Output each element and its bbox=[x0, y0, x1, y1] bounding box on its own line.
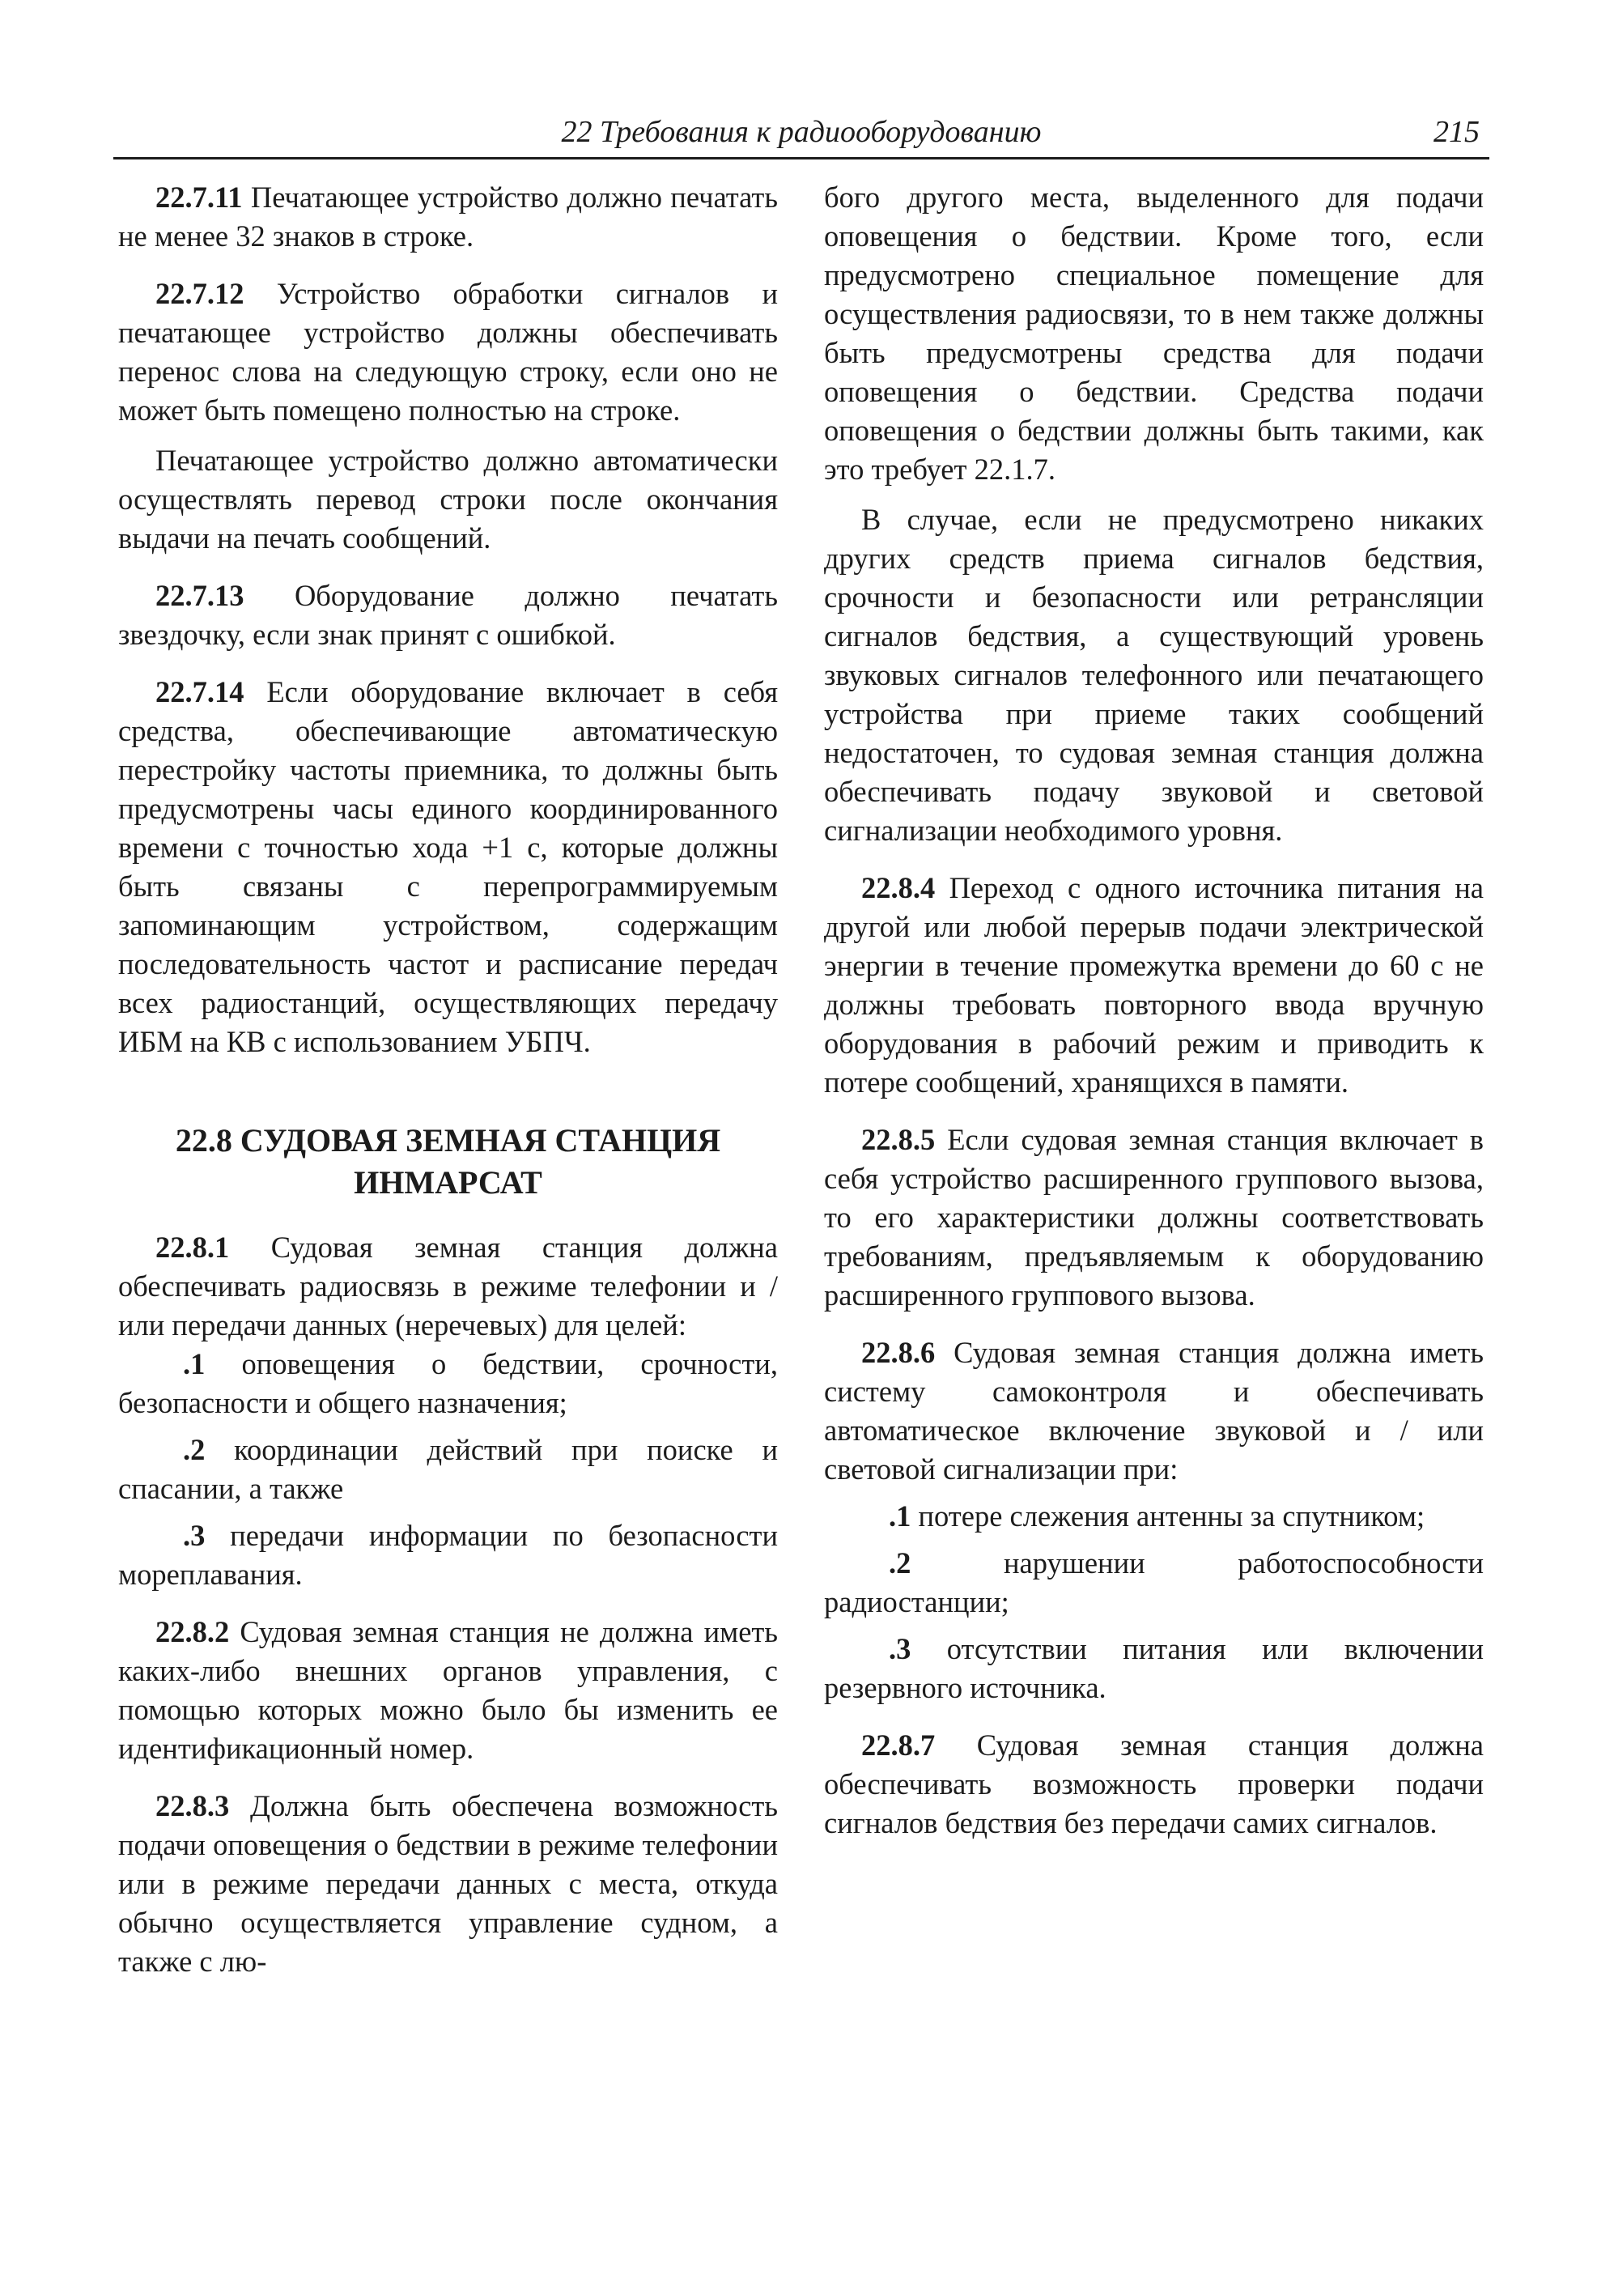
paragraph-text: Устройство обработки сигналов и печатающее устройство должны обеспечивать перенос слова на следующую строку, если оно не может быть помещено полностью на строке. bbox=[118, 277, 778, 427]
left-column bbox=[118, 178, 778, 1981]
right-column bbox=[824, 178, 1484, 1843]
paragraph-text: Судовая земная станция должна иметь систему самоконтроля и обеспечивать автоматическое включение звуковой и / или световой сигнализации при: bbox=[824, 1336, 1484, 1486]
list-item bbox=[118, 1516, 778, 1594]
paragraph-text: бого другого места, выделенного для подачи оповещения о бедствии. Кроме того, если предусмотрено специальное помещение для осуществления радиосвязи, то в нем также должны быть предусмотрены средства для подачи оповещения о бедствии. Средства подачи оповещения о бедствии должны быть такими, как это требует 22.1.7. bbox=[824, 181, 1484, 486]
paragraph-22-7-11 bbox=[118, 178, 778, 256]
section-heading-line: ИНМАРСАТ bbox=[354, 1164, 542, 1201]
page-header bbox=[113, 112, 1489, 159]
section-heading-22-8 bbox=[118, 1120, 778, 1204]
paragraph-22-7-14 bbox=[118, 673, 778, 1061]
paragraph-22-8-7 bbox=[824, 1726, 1484, 1843]
clause-number: 22.8.7 bbox=[861, 1728, 936, 1762]
clause-number: 22.8.2 bbox=[155, 1615, 230, 1648]
paragraph-22-8-1 bbox=[118, 1228, 778, 1345]
page-number: 215 bbox=[1433, 115, 1480, 149]
paragraph-22-8-6 bbox=[824, 1333, 1484, 1489]
list-item bbox=[824, 1544, 1484, 1622]
clause-number: 22.8.3 bbox=[155, 1789, 230, 1822]
paragraph-text: Если оборудование включает в себя средства, обеспечивающие автоматическую перестройку частоты приемника, то должны быть предусмотрены часы единого координированного времени с точностью хода +1 с, которые должны быть связаны с перепрограммируемым запоминающим устройством, содержащим последовательность частот и расписание передач всех радиостанций, осуществляющих передачу ИБМ на КВ с использованием УБПЧ. bbox=[118, 675, 778, 1058]
list-item bbox=[824, 1630, 1484, 1707]
clause-number: 22.8.5 bbox=[861, 1123, 936, 1156]
clause-number: 22.7.12 bbox=[155, 277, 244, 310]
paragraph-text: Судовая земная станция не должна иметь каких-либо внешних органов управления, с помощью которых можно было бы изменить ее идентификационный номер. bbox=[118, 1615, 778, 1765]
paragraph-text: Судовая земная станция должна обеспечивать радиосвязь в режиме телефонии и / или передачи данных (неречевых) для целей: bbox=[118, 1231, 778, 1341]
paragraph-text: Если судовая земная станция включает в себя устройство расширенного группового вызова, то его характеристики должны соответствовать требованиям, предъявляемым к оборудованию расширенного группового вызова. bbox=[824, 1123, 1484, 1312]
clause-number: 22.7.11 bbox=[155, 181, 243, 214]
list-item bbox=[118, 1431, 778, 1508]
list-item-number: .1 bbox=[183, 1347, 206, 1380]
list-item-text: координации действий при поиске и спасании, а также bbox=[118, 1433, 778, 1505]
paragraph-text: Печатающее устройство должно печатать не менее 32 знаков в строке. bbox=[118, 181, 778, 253]
paragraph-22-8-3-continued bbox=[824, 178, 1484, 489]
list-item-text: передачи информации по безопасности мореплавания. bbox=[118, 1519, 778, 1591]
paragraph-text: В случае, если не предусмотрено никаких других средств приема сигналов бедствия, срочности и безопасности или ретрансляции сигналов бедствия, а существующий уровень звуковых сигналов телефонного или печатающего устройства при приеме таких сообщений недостаточен, то судовая земная станция должна обеспечивать подачу звуковой и световой сигнализации необходимого уровня. bbox=[824, 503, 1484, 847]
list-item-text: нарушении работоспособности радиостанции; bbox=[824, 1546, 1484, 1618]
paragraph-22-8-2 bbox=[118, 1613, 778, 1768]
list-item-text: потере слежения антенны за спутником; bbox=[911, 1499, 1425, 1533]
paragraph-22-7-12 bbox=[118, 274, 778, 430]
list-item-number: .2 bbox=[889, 1546, 911, 1580]
paragraph-text: Переход с одного источника питания на другой или любой перерыв подачи электрической энергии в течение промежутка времени до 60 с не должны требовать повторного ввода вручную оборудования в рабочий режим и приводить к потере сообщений, хранящихся в памяти. bbox=[824, 871, 1484, 1099]
list-item bbox=[824, 1497, 1484, 1536]
list-item bbox=[118, 1345, 778, 1422]
paragraph-22-8-4 bbox=[824, 869, 1484, 1102]
paragraph-22-7-12-continued bbox=[118, 441, 778, 558]
list-item-number: .3 bbox=[889, 1632, 911, 1665]
list-item-text: оповещения о бедствии, срочности, безопасности и общего назначения; bbox=[118, 1347, 778, 1419]
paragraph-text: Судовая земная станция должна обеспечивать возможность проверки подачи сигналов бедствия без передачи самих сигналов. bbox=[824, 1728, 1484, 1839]
section-heading-line: 22.8 СУДОВАЯ ЗЕМНАЯ СТАНЦИЯ bbox=[175, 1122, 721, 1159]
paragraph-22-8-3-second bbox=[824, 500, 1484, 850]
paragraph-22-8-3 bbox=[118, 1787, 778, 1981]
clause-number: 22.8.4 bbox=[861, 871, 936, 904]
paragraph-22-8-5 bbox=[824, 1120, 1484, 1315]
paragraph-text: Печатающее устройство должно автоматически осуществлять перевод строки после окончания выдачи на печать сообщений. bbox=[118, 444, 778, 555]
list-item-number: .2 bbox=[183, 1433, 206, 1466]
running-header-title: 22 Требования к радиооборудованию bbox=[561, 115, 1042, 149]
paragraph-22-7-13 bbox=[118, 576, 778, 654]
clause-number: 22.7.13 bbox=[155, 579, 244, 612]
paragraph-text: Оборудование должно печатать звездочку, если знак принят с ошибкой. bbox=[118, 579, 778, 651]
clause-number: 22.8.1 bbox=[155, 1231, 230, 1264]
list-item-number: .1 bbox=[889, 1499, 911, 1533]
list-item-number: .3 bbox=[183, 1519, 206, 1552]
clause-number: 22.8.6 bbox=[861, 1336, 936, 1369]
paragraph-text: Должна быть обеспечена возможность подачи оповещения о бедствии в режиме телефонии или в режиме передачи данных с места, откуда обычно осуществляется управление судном, а также с лю- bbox=[118, 1789, 778, 1978]
list-item-text: отсутствии питания или включении резервного источника. bbox=[824, 1632, 1484, 1704]
clause-number: 22.7.14 bbox=[155, 675, 244, 708]
